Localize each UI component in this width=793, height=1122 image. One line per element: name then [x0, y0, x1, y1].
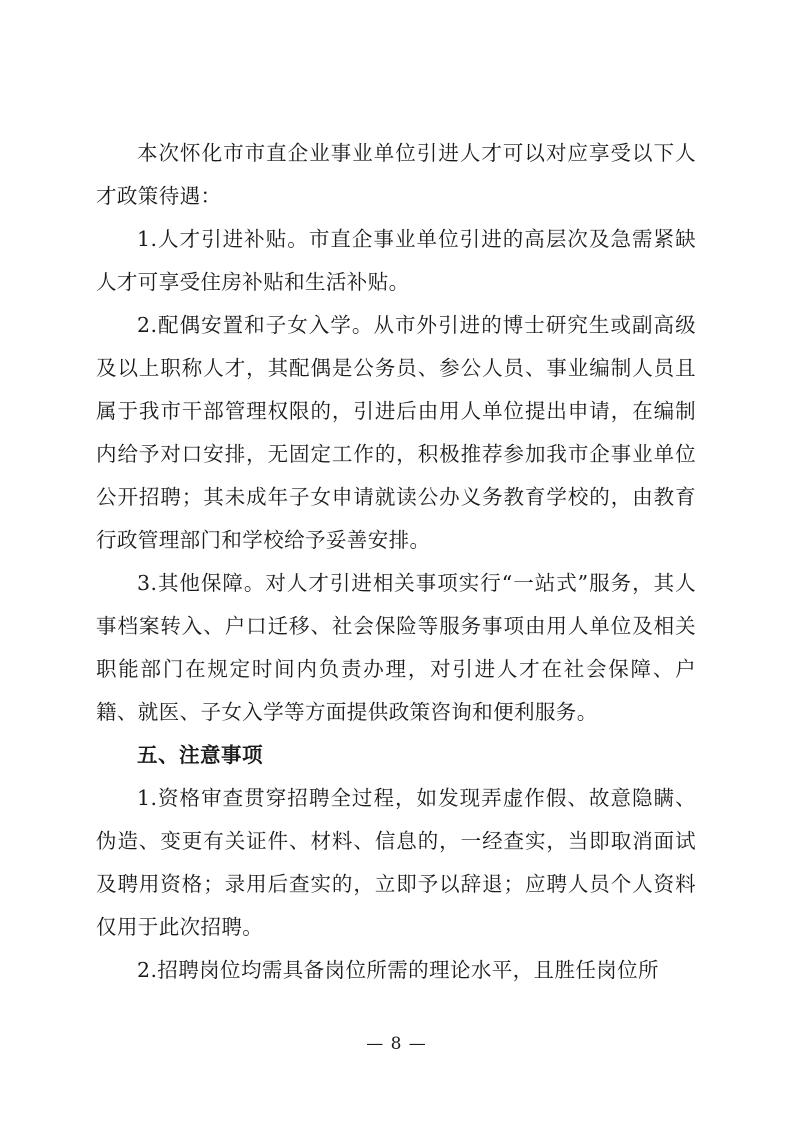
- paragraph-notice-2: 2.招聘岗位均需具备岗位所需的理论水平，且胜任岗位所: [137, 958, 659, 982]
- section-heading-five: 五、注意事项: [137, 743, 263, 767]
- paragraph-intro: 本次怀化市市直企业事业单位引进人才可以对应享受以下人才政策待遇：: [96, 141, 696, 208]
- paragraph-item-3: 3.其他保障。对人才引进相关事项实行“一站式”服务，其人事档案转入、户口迁移、社会保险等服务事项由用人单位及相关职能部门在规定时间内负责办理，对引进人才在社会保障、户籍、就医、子女入学等方面提供政策咨询和便利服务。: [96, 571, 696, 724]
- paragraph-notice-1: 1.资格审查贯穿招聘全过程，如发现弄虚作假、故意隐瞒、伪造、变更有关证件、材料、信息的，一经查实，当即取消面试及聘用资格；录用后查实的，立即予以辞退；应聘人员个人资料仅用于此次招聘。: [96, 786, 696, 939]
- page-number: — 8 —: [366, 1034, 427, 1054]
- paragraph-item-1: 1.人才引进补贴。市直企事业单位引进的高层次及急需紧缺人才可享受住房补贴和生活补贴。: [96, 227, 696, 294]
- document-body: [96, 132, 696, 992]
- paragraph-item-2: 2.配偶安置和子女入学。从市外引进的博士研究生或副高级及以上职称人才，其配偶是公务员、参公人员、事业编制人员且属于我市干部管理权限的，引进后由用人单位提出申请，在编制内给予对口安排，无固定工作的，积极推荐参加我市企事业单位公开招聘；其未成年子女申请就读公办义务教育学校的，由教育行政管理部门和学校给予妥善安排。: [96, 313, 696, 552]
